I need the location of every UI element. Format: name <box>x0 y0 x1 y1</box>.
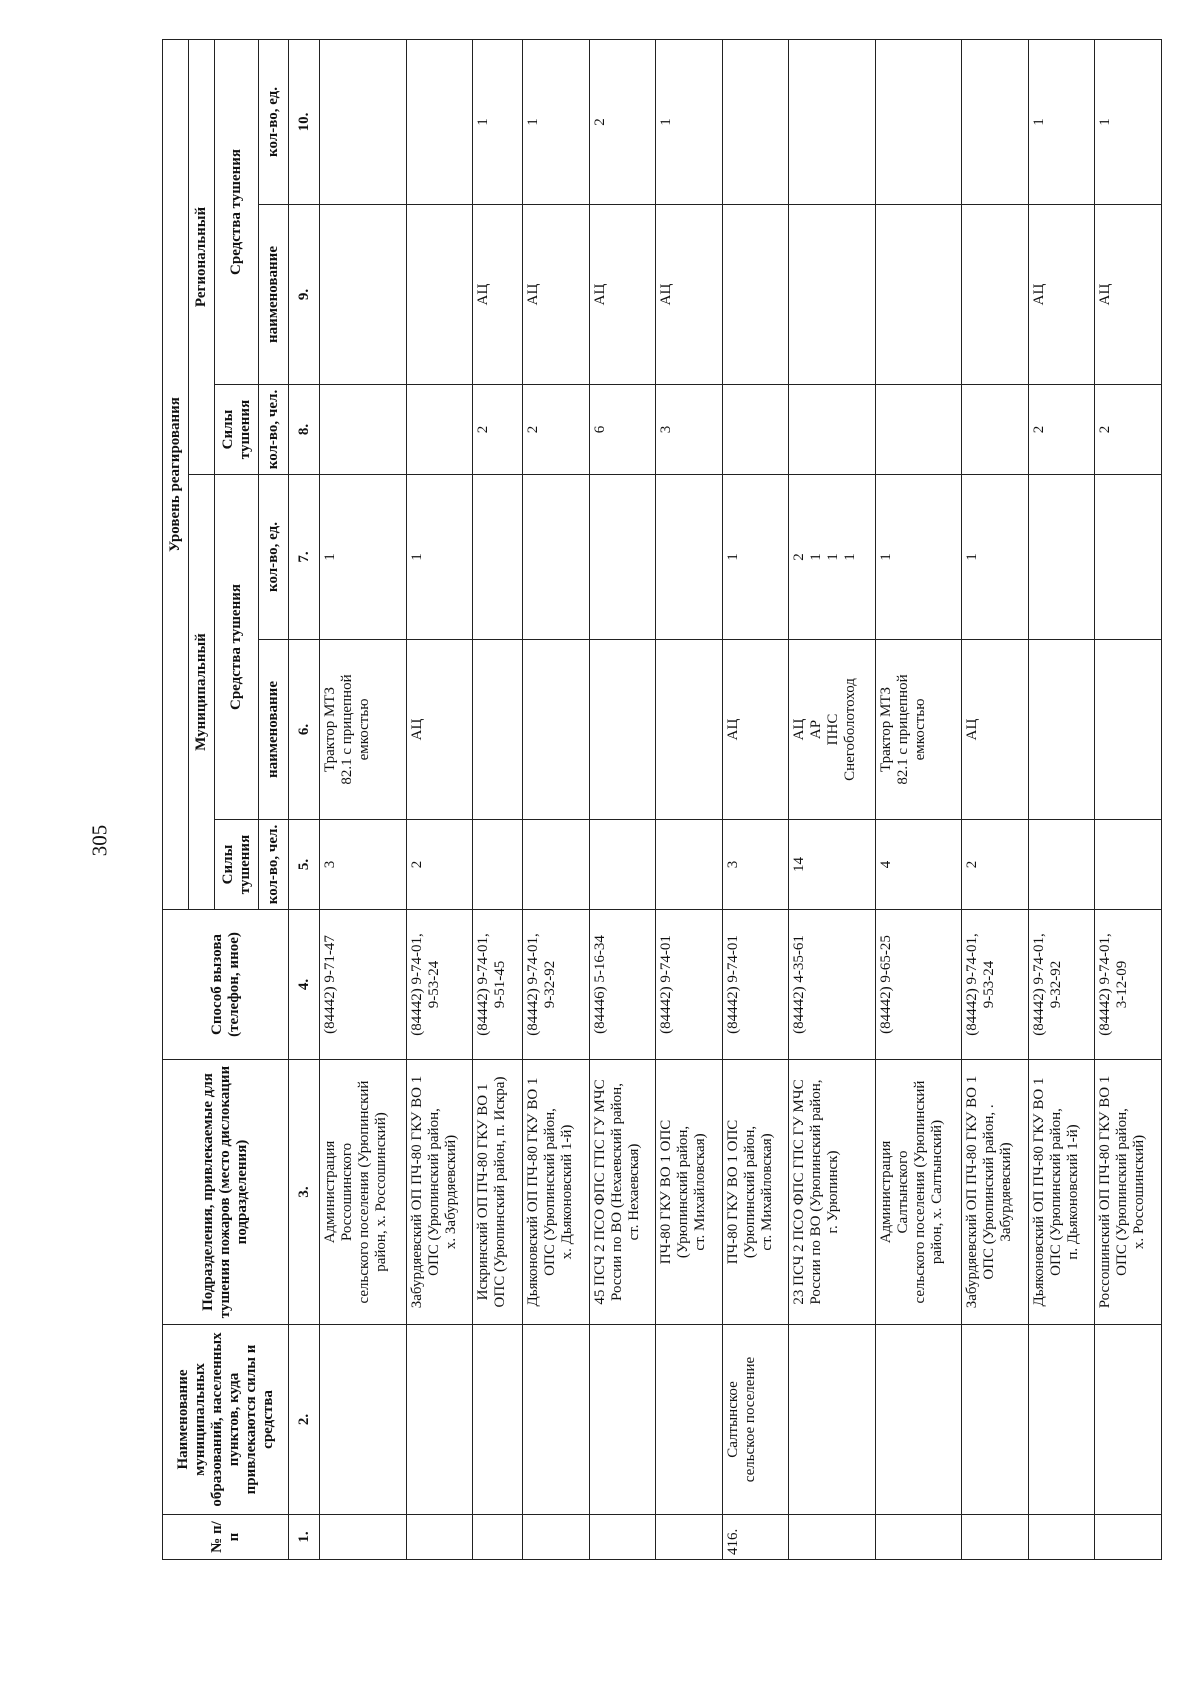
header-m-qty-units: кол-во, ед. <box>259 475 289 640</box>
cell-call: (84442) 9-74-01, 9-53-24 <box>406 910 473 1060</box>
rotated-table-container <box>162 40 1162 1560</box>
cell-m-qty <box>589 475 656 640</box>
cell-municipality <box>875 1325 962 1515</box>
header-m-name: наименование <box>259 640 289 820</box>
cell-m-forces: 3 <box>722 820 789 910</box>
cell-unit: Искринский ОП ПЧ-80 ГКУ ВО 1 ОПС (Урюпинский район, п. Искра) <box>473 1060 523 1325</box>
cell-m-name <box>473 640 523 820</box>
cell-r-forces <box>406 385 473 475</box>
cell-num <box>1095 1515 1162 1560</box>
table-row <box>722 39 789 1559</box>
cell-m-qty <box>473 475 523 640</box>
cell-r-qty <box>406 39 473 204</box>
cell-r-forces: 2 <box>523 385 590 475</box>
colnum-5: 5. <box>289 820 320 910</box>
cell-r-forces <box>875 385 962 475</box>
cell-m-qty: 1 <box>875 475 962 640</box>
cell-r-name: АЦ <box>473 205 523 385</box>
cell-m-qty: 1 <box>320 475 407 640</box>
cell-num <box>406 1515 473 1560</box>
cell-m-qty: 1 <box>406 475 473 640</box>
colnum-3: 3. <box>289 1060 320 1325</box>
cell-m-qty: 2 1 1 1 <box>789 475 876 640</box>
cell-call: (84446) 5-16-34 <box>589 910 656 1060</box>
page-number: 305 <box>87 824 112 857</box>
cell-m-forces: 3 <box>320 820 407 910</box>
header-r-qty-units: кол-во, ед. <box>259 39 289 204</box>
table-row <box>1028 39 1095 1559</box>
cell-m-forces: 14 <box>789 820 876 910</box>
table-row <box>656 39 723 1559</box>
cell-r-forces: 2 <box>473 385 523 475</box>
cell-unit: 23 ПСЧ 2 ПСО ФПС ГПС ГУ МЧС России по ВО (Урюпинский район, г. Урюпинск) <box>789 1060 876 1325</box>
cell-m-name: Трактор МТЗ 82.1 с прицепной емкостью <box>320 640 407 820</box>
table-row <box>962 39 1029 1559</box>
cell-num <box>1028 1515 1095 1560</box>
cell-m-qty <box>656 475 723 640</box>
header-municipal-means: Средства тушения <box>215 475 259 820</box>
cell-m-forces <box>473 820 523 910</box>
cell-num <box>589 1515 656 1560</box>
cell-r-name: АЦ <box>1028 205 1095 385</box>
cell-m-forces <box>523 820 590 910</box>
cell-m-forces: 2 <box>962 820 1029 910</box>
header-m-qty-people: кол-во, чел. <box>259 820 289 910</box>
colnum-7: 7. <box>289 475 320 640</box>
header-r-name: наименование <box>259 205 289 385</box>
cell-r-qty <box>962 39 1029 204</box>
cell-m-name <box>1028 640 1095 820</box>
cell-call: (84442) 9-74-01, 3-12-09 <box>1095 910 1162 1060</box>
cell-r-name <box>722 205 789 385</box>
cell-unit: Забурдяевский ОП ПЧ-80 ГКУ ВО 1 ОПС (Урюпинский район, х. Забурдяевский) <box>406 1060 473 1325</box>
table-body <box>320 39 1162 1559</box>
cell-r-name: АЦ <box>656 205 723 385</box>
cell-m-name <box>656 640 723 820</box>
cell-unit: Администрация Россошинского сельского поселения (Урюпинский район, х. Россошинский) <box>320 1060 407 1325</box>
table-row <box>589 39 656 1559</box>
header-units: Подразделения, привлекаемые для тушения пожаров (место дислокации подразделения) <box>163 1060 289 1325</box>
cell-m-name: АЦ АР ПНС Снегоболотоход <box>789 640 876 820</box>
header-response-level: Уровень реагирования <box>163 39 189 909</box>
cell-r-forces <box>722 385 789 475</box>
cell-r-forces <box>789 385 876 475</box>
cell-r-name: АЦ <box>1095 205 1162 385</box>
colnum-10: 10. <box>289 39 320 204</box>
cell-unit: Дьяконовский ОП ПЧ-80 ГКУ ВО 1 ОПС (Урюпинский район, п. Дьяконовский 1-й) <box>1028 1060 1095 1325</box>
cell-num <box>523 1515 590 1560</box>
cell-m-name <box>589 640 656 820</box>
cell-m-forces <box>1028 820 1095 910</box>
table-row <box>523 39 590 1559</box>
cell-r-qty: 1 <box>1028 39 1095 204</box>
cell-m-name: АЦ <box>406 640 473 820</box>
cell-r-qty <box>722 39 789 204</box>
cell-m-name: АЦ <box>962 640 1029 820</box>
cell-m-qty: 1 <box>962 475 1029 640</box>
colnum-4: 4. <box>289 910 320 1060</box>
cell-r-forces: 2 <box>1028 385 1095 475</box>
cell-m-forces <box>656 820 723 910</box>
cell-r-name <box>320 205 407 385</box>
table-row <box>406 39 473 1559</box>
colnum-2: 2. <box>289 1325 320 1515</box>
cell-r-name <box>875 205 962 385</box>
cell-r-forces: 3 <box>656 385 723 475</box>
header-num: № п/п <box>163 1515 289 1560</box>
response-level-table <box>162 39 1162 1560</box>
cell-r-forces: 2 <box>1095 385 1162 475</box>
cell-m-forces: 2 <box>406 820 473 910</box>
cell-municipality <box>789 1325 876 1515</box>
cell-r-name: АЦ <box>523 205 590 385</box>
cell-call: (84442) 9-71-47 <box>320 910 407 1060</box>
cell-unit: Администрация Салтынского сельского поселения (Урюпинский район, х. Салтынский) <box>875 1060 962 1325</box>
cell-r-qty <box>875 39 962 204</box>
cell-r-name <box>406 205 473 385</box>
cell-unit: 45 ПСЧ 2 ПСО ФПС ГПС ГУ МЧС России по ВО (Нехаевский район, ст. Нехаевская) <box>589 1060 656 1325</box>
header-call-method: Способ вызова (телефон, иное) <box>163 910 289 1060</box>
cell-r-forces <box>320 385 407 475</box>
cell-m-name: Трактор МТЗ 82.1 с прицепной емкостью <box>875 640 962 820</box>
cell-municipality <box>523 1325 590 1515</box>
table-row <box>789 39 876 1559</box>
cell-num <box>875 1515 962 1560</box>
table-row <box>875 39 962 1559</box>
cell-call: (84442) 9-74-01, 9-51-45 <box>473 910 523 1060</box>
cell-m-qty <box>1028 475 1095 640</box>
colnum-6: 6. <box>289 640 320 820</box>
header-regional: Региональный <box>189 39 215 474</box>
cell-r-name <box>962 205 1029 385</box>
cell-r-qty: 1 <box>1095 39 1162 204</box>
cell-call: (84442) 9-65-25 <box>875 910 962 1060</box>
table-row <box>473 39 523 1559</box>
cell-unit: Россошинский ОП ПЧ-80 ГКУ ВО 1 ОПС (Урюпинский район, х. Россошинский) <box>1095 1060 1162 1325</box>
cell-r-qty <box>320 39 407 204</box>
cell-r-qty: 2 <box>589 39 656 204</box>
cell-m-forces <box>1095 820 1162 910</box>
cell-call: (84442) 9-74-01 <box>656 910 723 1060</box>
cell-m-qty: 1 <box>722 475 789 640</box>
cell-num <box>656 1515 723 1560</box>
cell-r-name: АЦ <box>589 205 656 385</box>
header-municipal-forces: Силы тушения <box>215 820 259 910</box>
cell-unit: Забурдяевский ОП ПЧ-80 ГКУ ВО 1 ОПС (Урюпинский район, . Забурдяевский) <box>962 1060 1029 1325</box>
cell-m-name <box>1095 640 1162 820</box>
cell-num: 416. <box>722 1515 789 1560</box>
cell-call: (84442) 9-74-01, 9-32-92 <box>1028 910 1095 1060</box>
cell-r-qty <box>789 39 876 204</box>
cell-municipality: Салтынское сельское поселение <box>722 1325 789 1515</box>
cell-municipality <box>962 1325 1029 1515</box>
header-r-qty-people: кол-во, чел. <box>259 385 289 475</box>
cell-m-qty <box>1095 475 1162 640</box>
cell-municipality <box>473 1325 523 1515</box>
header-municipal: Муниципальный <box>189 475 215 910</box>
cell-municipality <box>656 1325 723 1515</box>
cell-m-forces: 4 <box>875 820 962 910</box>
cell-call: (84442) 9-74-01, 9-53-24 <box>962 910 1029 1060</box>
cell-call: (84442) 4-35-61 <box>789 910 876 1060</box>
table-row <box>1095 39 1162 1559</box>
cell-municipality <box>1095 1325 1162 1515</box>
cell-m-name <box>523 640 590 820</box>
cell-num <box>320 1515 407 1560</box>
colnum-8: 8. <box>289 385 320 475</box>
cell-num <box>789 1515 876 1560</box>
cell-call: (84442) 9-74-01, 9-32-92 <box>523 910 590 1060</box>
cell-r-forces: 6 <box>589 385 656 475</box>
cell-municipality <box>320 1325 407 1515</box>
cell-call: (84442) 9-74-01 <box>722 910 789 1060</box>
header-regional-forces: Силы тушения <box>215 385 259 475</box>
cell-r-qty: 1 <box>656 39 723 204</box>
cell-r-name <box>789 205 876 385</box>
cell-municipality <box>406 1325 473 1515</box>
header-regional-means: Средства тушения <box>215 39 259 384</box>
header-municipality: Наименование муниципальных образований, населенных пунктов, куда привлекаются силы и средства <box>163 1325 289 1515</box>
cell-num <box>473 1515 523 1560</box>
cell-num <box>962 1515 1029 1560</box>
table-row <box>320 39 407 1559</box>
cell-unit: ПЧ-80 ГКУ ВО 1 ОПС (Урюпинский район, ст. Михайловская) <box>656 1060 723 1325</box>
cell-unit: Дьяконовский ОП ПЧ-80 ГКУ ВО 1 ОПС (Урюпинский район, х. Дьяконовский 1-й) <box>523 1060 590 1325</box>
cell-municipality <box>1028 1325 1095 1515</box>
cell-m-qty <box>523 475 590 640</box>
colnum-1: 1. <box>289 1515 320 1560</box>
cell-r-qty: 1 <box>473 39 523 204</box>
cell-m-forces <box>589 820 656 910</box>
cell-m-name: АЦ <box>722 640 789 820</box>
cell-r-qty: 1 <box>523 39 590 204</box>
cell-unit: ПЧ-80 ГКУ ВО 1 ОПС (Урюпинский район, ст. Михайловская) <box>722 1060 789 1325</box>
colnum-9: 9. <box>289 205 320 385</box>
cell-r-forces <box>962 385 1029 475</box>
cell-municipality <box>589 1325 656 1515</box>
